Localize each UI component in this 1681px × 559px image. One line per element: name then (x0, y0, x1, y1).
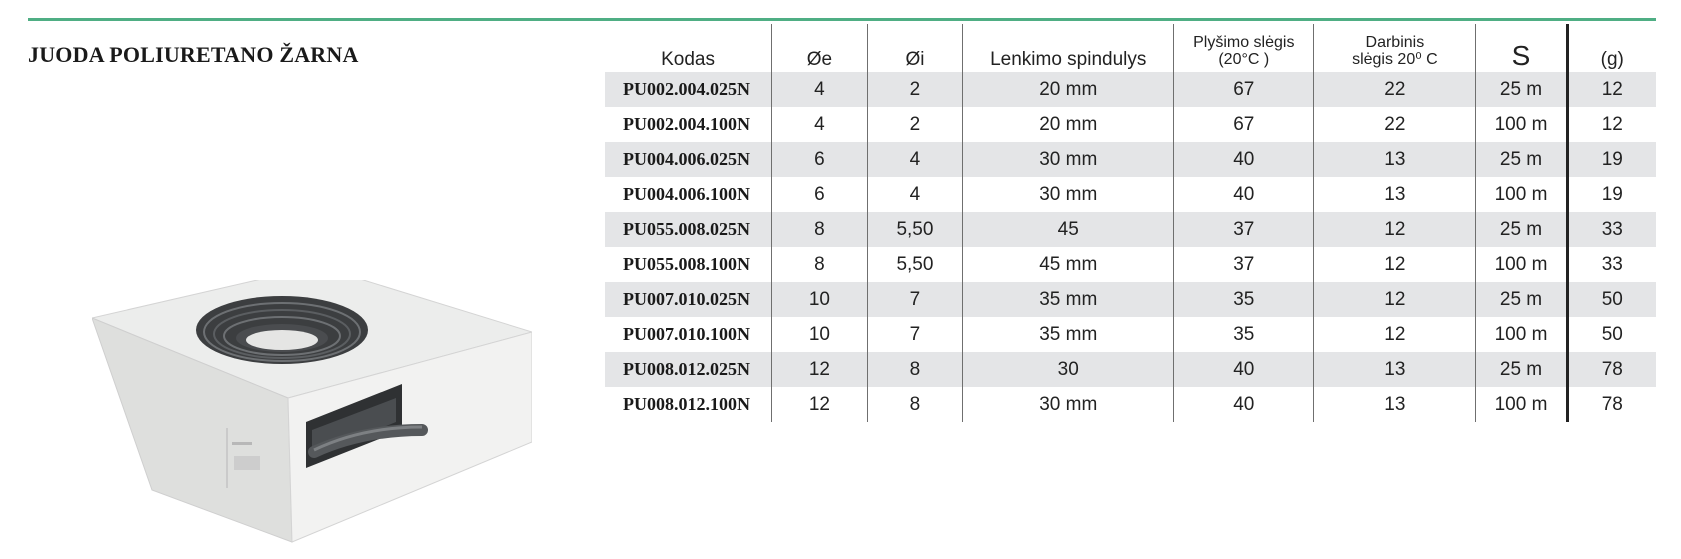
row-weight: 19 (1567, 177, 1656, 212)
row-length: 100 m (1476, 317, 1567, 352)
row-working-pressure: 13 (1314, 352, 1476, 387)
row-outer-diameter: 6 (772, 142, 868, 177)
row-weight: 33 (1567, 212, 1656, 247)
row-weight: 33 (1567, 247, 1656, 282)
header-burst-line1: Plyšimo slėgis (1193, 34, 1295, 51)
row-burst-pressure: 35 (1174, 282, 1314, 317)
page-title: JUODA POLIURETANO ŽARNA (28, 42, 359, 67)
top-divider (28, 18, 1656, 21)
row-working-pressure: 13 (1314, 177, 1476, 212)
row-working-pressure: 12 (1314, 212, 1476, 247)
row-burst-pressure: 40 (1174, 142, 1314, 177)
row-working-pressure: 22 (1314, 72, 1476, 107)
row-weight: 12 (1567, 107, 1656, 142)
row-burst-pressure: 40 (1174, 352, 1314, 387)
header-working-pressure (1314, 24, 1476, 72)
row-bend-radius: 30 mm (963, 142, 1174, 177)
table-header-row (605, 24, 1656, 72)
row-length: 25 m (1476, 352, 1567, 387)
table-row (605, 107, 1656, 142)
row-working-pressure: 12 (1314, 247, 1476, 282)
row-weight: 50 (1567, 282, 1656, 317)
row-inner-diameter: 8 (867, 352, 963, 387)
row-inner-diameter: 7 (867, 317, 963, 352)
row-length: 100 m (1476, 247, 1567, 282)
row-length: 25 m (1476, 142, 1567, 177)
specifications-table (605, 24, 1656, 422)
row-length: 100 m (1476, 387, 1567, 422)
row-weight: 50 (1567, 317, 1656, 352)
header-work-line2: slėgis 20⁰ C (1352, 51, 1438, 68)
row-length: 100 m (1476, 107, 1567, 142)
row-inner-diameter: 2 (867, 72, 963, 107)
header-bend-radius: Lenkimo spindulys (963, 24, 1174, 72)
table-row (605, 142, 1656, 177)
row-inner-diameter: 7 (867, 282, 963, 317)
row-outer-diameter: 8 (772, 212, 868, 247)
row-code: PU002.004.100N (623, 114, 750, 134)
row-working-pressure: 12 (1314, 282, 1476, 317)
header-length: S (1476, 24, 1567, 72)
row-burst-pressure: 67 (1174, 107, 1314, 142)
row-outer-diameter: 12 (772, 387, 868, 422)
row-inner-diameter: 2 (867, 107, 963, 142)
row-bend-radius: 35 mm (963, 282, 1174, 317)
table-row (605, 317, 1656, 352)
row-code: PU055.008.025N (605, 212, 772, 247)
row-working-pressure: 22 (1314, 107, 1476, 142)
row-length: 25 m (1476, 212, 1567, 247)
row-inner-diameter: 4 (867, 142, 963, 177)
row-weight: 78 (1567, 387, 1656, 422)
row-code: PU004.006.100N (623, 184, 750, 204)
row-bend-radius: 35 mm (963, 317, 1174, 352)
row-code: PU008.012.025N (605, 352, 772, 387)
row-length: 100 m (1476, 177, 1567, 212)
row-working-pressure: 13 (1314, 387, 1476, 422)
row-burst-pressure: 67 (1174, 72, 1314, 107)
row-code: PU002.004.025N (605, 72, 772, 107)
header-outer-diameter: Øe (772, 24, 868, 72)
row-outer-diameter: 6 (772, 177, 868, 212)
header-inner-diameter: Øi (867, 24, 963, 72)
row-inner-diameter: 4 (867, 177, 963, 212)
table-row (605, 247, 1656, 282)
row-working-pressure: 13 (1314, 142, 1476, 177)
row-outer-diameter: 10 (772, 282, 868, 317)
row-bend-radius: 20 mm (963, 107, 1174, 142)
row-bend-radius: 30 mm (963, 387, 1174, 422)
header-burst-line2: (20°C ) (1218, 51, 1270, 68)
row-weight: 12 (1567, 72, 1656, 107)
row-inner-diameter: 5,50 (867, 212, 963, 247)
row-bend-radius: 20 mm (963, 72, 1174, 107)
table-row (605, 282, 1656, 317)
row-code: PU007.010.100N (623, 324, 750, 344)
row-length: 25 m (1476, 282, 1567, 317)
row-weight: 19 (1567, 142, 1656, 177)
row-working-pressure: 12 (1314, 317, 1476, 352)
table-row (605, 352, 1656, 387)
row-burst-pressure: 40 (1174, 387, 1314, 422)
row-burst-pressure: 37 (1174, 247, 1314, 282)
row-bend-radius: 45 (963, 212, 1174, 247)
hose-coil-box-icon (92, 280, 532, 550)
header-code: Kodas (661, 49, 715, 70)
table-row (605, 212, 1656, 247)
header-weight: (g) (1567, 24, 1656, 72)
row-outer-diameter: 4 (772, 107, 868, 142)
row-length: 25 m (1476, 72, 1567, 107)
table-row (605, 177, 1656, 212)
row-outer-diameter: 4 (772, 72, 868, 107)
row-code: PU008.012.100N (623, 394, 750, 414)
row-bend-radius: 30 (963, 352, 1174, 387)
row-weight: 78 (1567, 352, 1656, 387)
row-code: PU004.006.025N (605, 142, 772, 177)
header-burst-pressure (1174, 24, 1314, 72)
row-inner-diameter: 8 (867, 387, 963, 422)
row-outer-diameter: 8 (772, 247, 868, 282)
header-work-line1: Darbinis (1365, 34, 1425, 51)
row-code: PU007.010.025N (605, 282, 772, 317)
row-burst-pressure: 37 (1174, 212, 1314, 247)
table-row (605, 387, 1656, 422)
row-code: PU055.008.100N (623, 254, 750, 274)
row-burst-pressure: 40 (1174, 177, 1314, 212)
row-outer-diameter: 10 (772, 317, 868, 352)
table-row (605, 72, 1656, 107)
row-burst-pressure: 35 (1174, 317, 1314, 352)
row-bend-radius: 30 mm (963, 177, 1174, 212)
row-outer-diameter: 12 (772, 352, 868, 387)
row-bend-radius: 45 mm (963, 247, 1174, 282)
row-inner-diameter: 5,50 (867, 247, 963, 282)
